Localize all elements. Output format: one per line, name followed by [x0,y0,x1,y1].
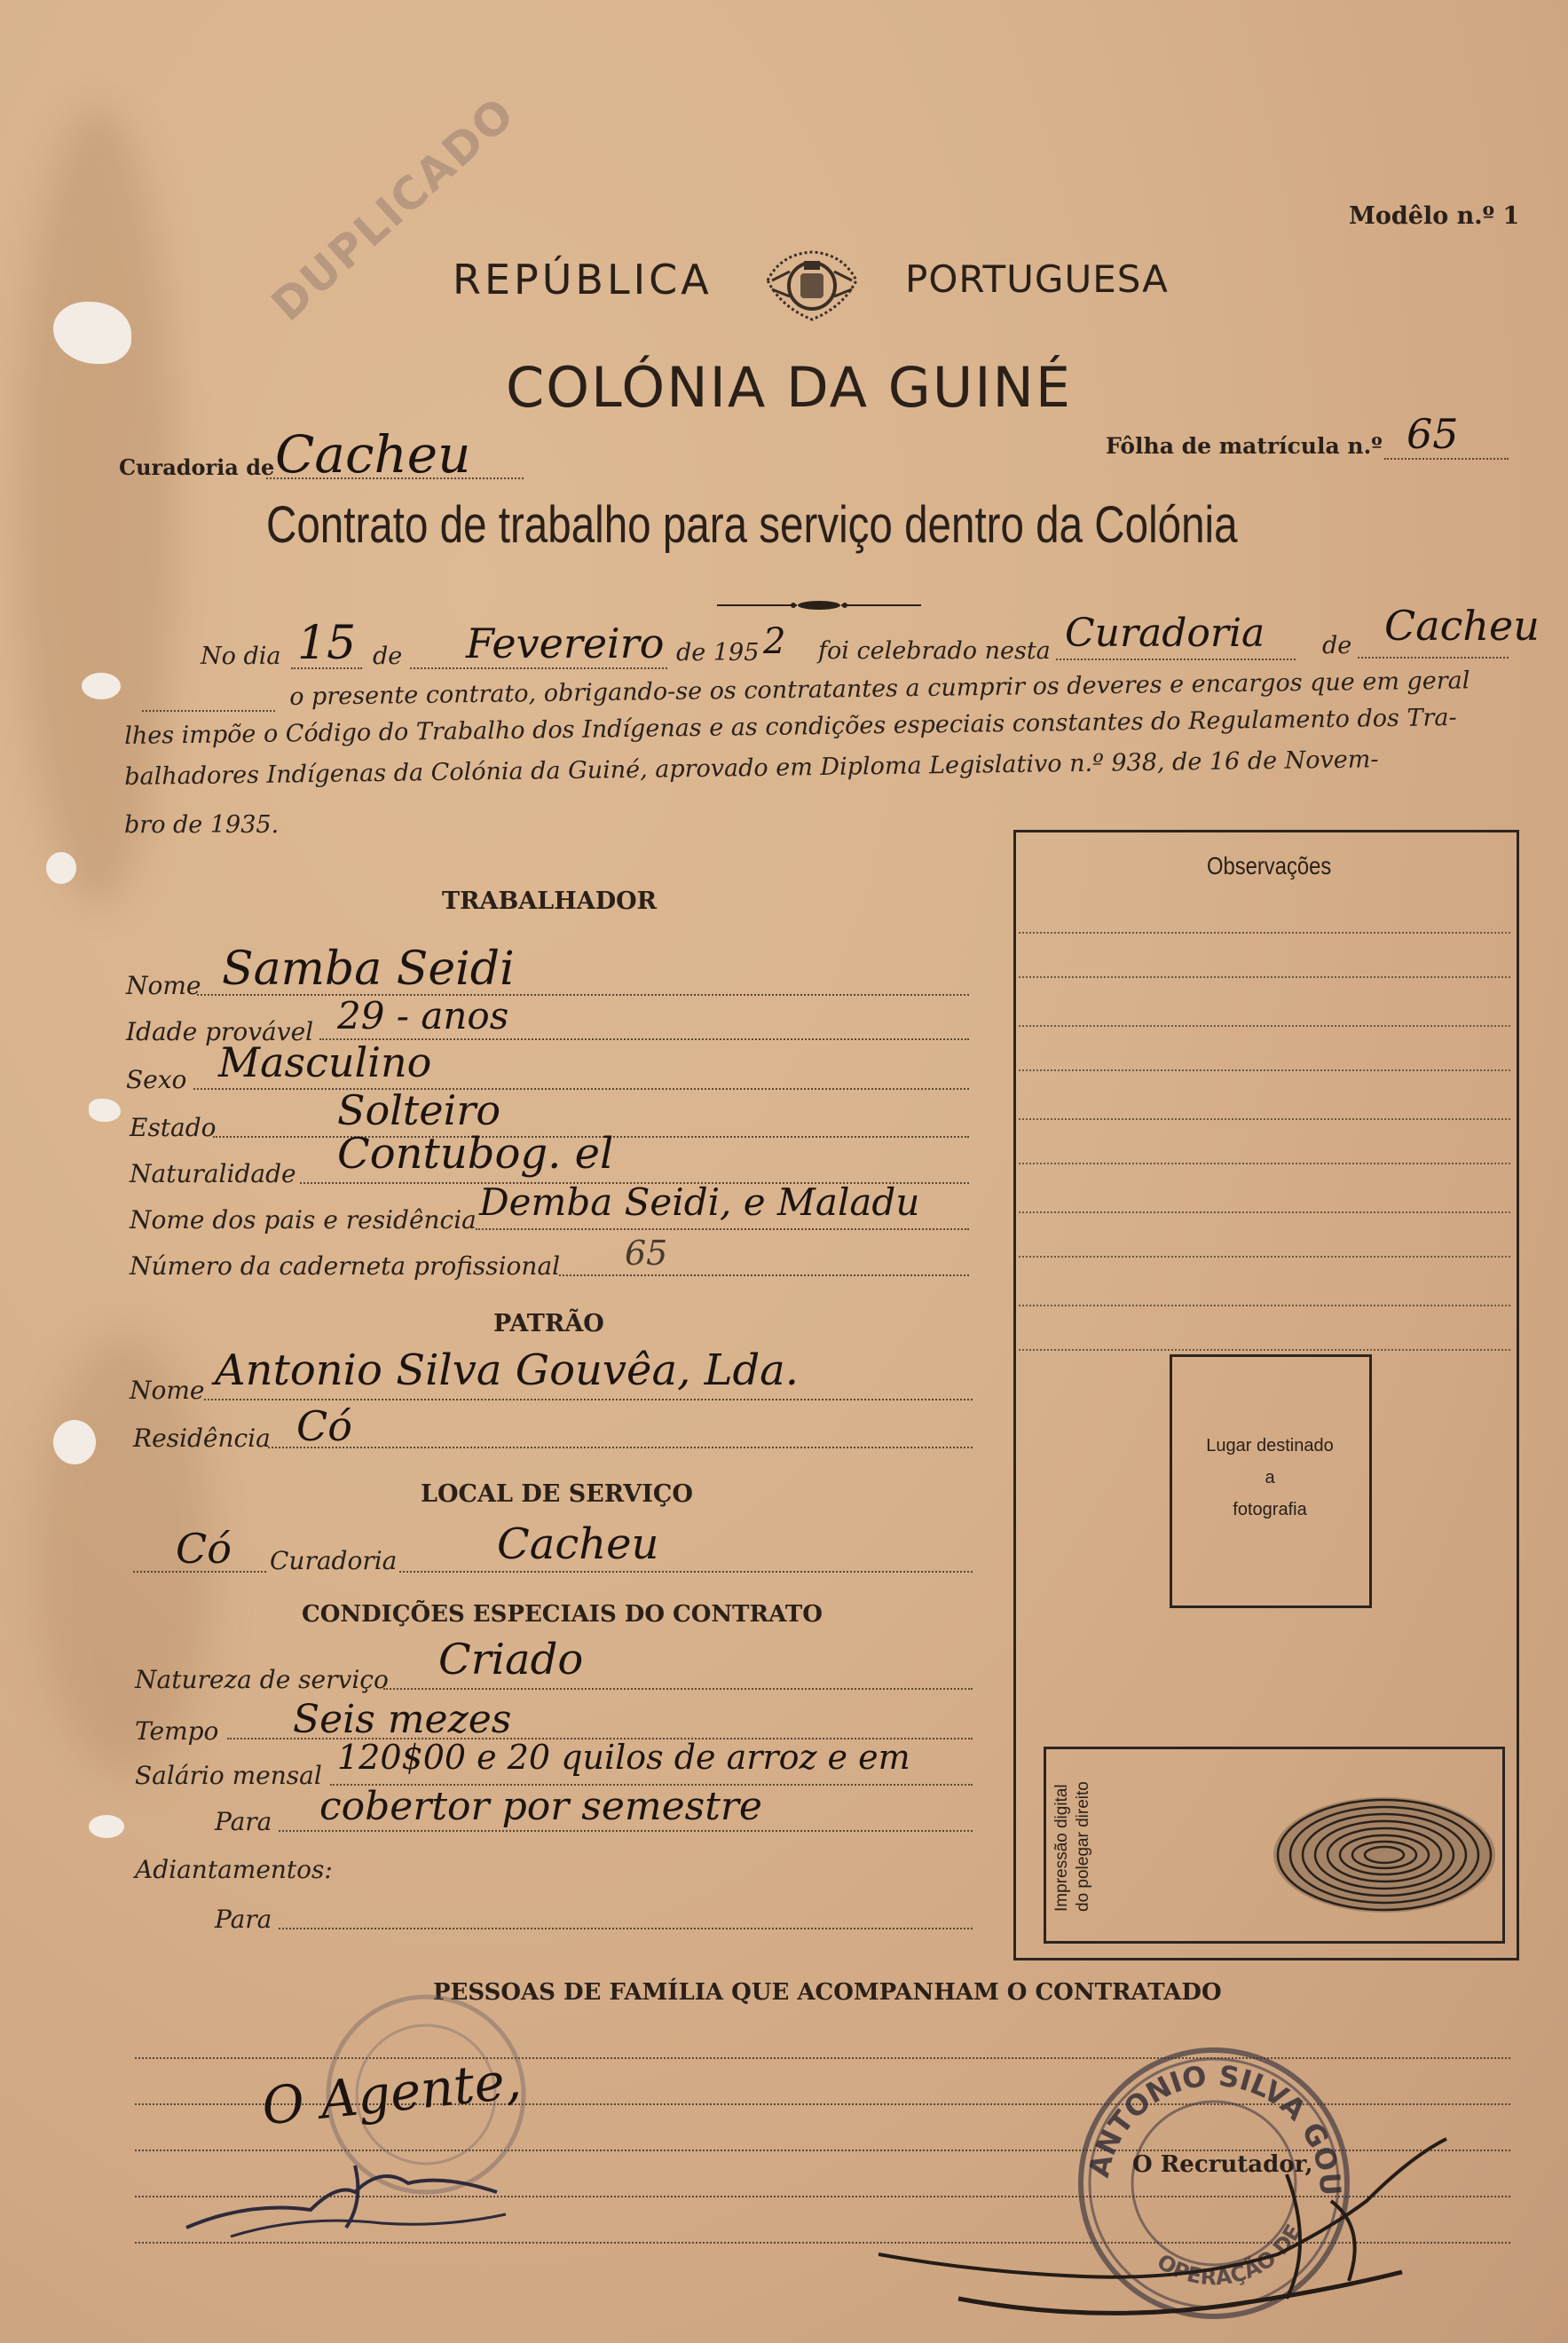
employer-residence-value: Có [296,1402,352,1450]
observations-line [1019,1305,1510,1306]
local-handwritten: Curadoria [1065,611,1265,656]
worker-sex-label: Sexo [126,1065,187,1094]
worker-booklet-value: 65 [625,1234,668,1273]
preamble-celebrado: foi celebrado nesta [818,637,1051,665]
preamble-no-dia: No dia [201,643,281,670]
photo-label-line2: a [1265,1468,1275,1487]
trabalhador-heading: TRABALHADOR [442,888,658,915]
advances-label: Adiantamentos: [135,1855,333,1884]
worker-birthplace-value: Contubog. el [337,1129,614,1179]
worker-booklet-label: Número da caderneta profissional [130,1251,561,1281]
service-nature-label: Natureza de serviço [135,1665,389,1694]
service-nature-value: Criado [438,1635,584,1684]
observations-line [1019,1069,1510,1071]
employer-name-line [204,1399,973,1400]
worker-parents-value: Demba Seidi, e Maladu [479,1180,920,1224]
preamble-line5: bro de 1935. [124,811,280,839]
condicoes-heading: CONDIÇÕES ESPECIAIS DO CONTRATO [302,1601,823,1628]
service-curadoria-value: Cacheu [497,1519,659,1569]
observations-line [1019,1349,1510,1351]
worker-sex-line [193,1088,969,1090]
employer-residence-line [268,1447,973,1448]
preamble-year: de 195 [676,639,760,667]
punch-hole [46,852,76,884]
local-servico-heading: LOCAL DE SERVIÇO [421,1480,693,1508]
salary-label: Salário mensal [135,1761,322,1790]
service-curadoria-label: Curadoria [270,1546,398,1575]
observations-line [1019,1256,1510,1258]
stamp-bottom-text: OPERAÇÃO DE [1153,2220,1307,2291]
place-handwritten: Cacheu [1384,602,1540,650]
agent-signature-scribble [177,2130,515,2245]
duration-value: Seis mezes [293,1697,512,1742]
service-local-value: Có [176,1525,232,1573]
punch-hole [89,1815,124,1838]
photo-label-line3: fotografia [1233,1500,1307,1519]
worker-name-value: Samba Seidi [222,943,515,996]
observations-line [1019,1025,1510,1027]
observations-line [1019,976,1510,978]
service-nature-line [383,1688,973,1690]
stamp-top-text: ANTONIO SILVA GOU [1082,2058,1348,2197]
republic-right: PORTUGUESA [905,257,1169,301]
worker-parents-line [476,1228,969,1230]
duplicate-stamp: DUPLICADO [262,87,525,332]
employer-name-label: Nome [130,1376,205,1405]
curadoria-label: Curadoria de [119,454,275,480]
service-curadoria-line [399,1571,973,1573]
curadoria-handwritten: Cacheu [275,424,471,485]
para2-line [279,1928,973,1929]
duration-label: Tempo [135,1716,219,1746]
title-ornament [717,598,921,612]
coat-of-arms-icon [763,245,861,325]
preamble-de1: de [373,643,403,670]
thumbprint-icon [1242,1784,1509,1926]
para2-label: Para [215,1905,272,1934]
folha-dotted-line [1384,458,1509,460]
patrao-heading: PATRÃO [493,1310,604,1337]
worker-state-value: Solteiro [337,1086,501,1134]
preamble-de2: de [1322,632,1352,659]
worker-booklet-line [559,1274,969,1276]
para1-label: Para [215,1807,272,1836]
punch-hole [82,673,121,699]
colony-heading: COLÓNIA DA GUINÉ [506,355,1073,420]
preamble-line3: lhes impõe o Código do Trabalho dos Indígenas e as condições especiais constantes do Regulamento dos Tra- [124,704,1457,750]
agent-signature-label: O Agente, [259,2049,524,2137]
photo-label-line1: Lugar destinado [1206,1436,1334,1456]
worker-age-value: 29 - anos [337,994,509,1037]
recruiter-label: O Recrutador, [1132,2151,1313,2178]
worker-name-label: Nome [126,971,201,1000]
place-dotted-line [1358,657,1509,659]
thumbprint-label-line2: do polegar direito [1074,1781,1092,1912]
preamble-line2: o presente contrato, obrigando-se os contratantes a cumprir os deveres e encargos que em geral [289,667,1470,711]
para1-line [279,1830,973,1832]
observations-line [1019,932,1510,934]
worker-parents-label: Nome dos pais e residência [130,1205,477,1235]
employer-name-value: Antonio Silva Gouvêa, Lda. [215,1345,800,1395]
day-handwritten: 15 [297,617,357,670]
para1-value: cobertor por semestre [319,1784,762,1829]
worker-birthplace-label: Naturalidade [130,1159,296,1188]
worker-age-label: Idade provável [126,1017,314,1046]
family-heading: PESSOAS DE FAMÍLIA QUE ACOMPANHAM O CONTRATADO [433,1979,1222,2006]
salary-value: 120$00 e 20 quilos de arroz e em [337,1738,910,1777]
worker-state-label: Estado [130,1113,217,1142]
model-label: Modêlo n.º 1 [1349,202,1520,230]
thumbprint-label-line1: Impressão digital [1052,1784,1071,1912]
observations-line [1019,1118,1510,1120]
folha-label: Fôlha de matrícula n.º [1106,433,1383,459]
month-dotted-line [410,667,667,669]
republic-left: REPÚBLICA [453,256,713,304]
worker-sex-value: Masculino [218,1038,432,1086]
preamble-line4: balhadores Indígenas da Colónia da Guiné, aprovado em Diploma Legislativo n.º 938, de 16 de Novem- [124,746,1379,791]
month-handwritten: Fevereiro [466,619,665,667]
year-handwritten: 2 [763,621,786,662]
observations-label: Observações [1207,852,1332,880]
contract-title: Contrato de trabalho para serviço dentro da Colónia [266,496,1238,554]
employer-residence-label: Residência [133,1424,271,1453]
preamble-continuation-line [142,710,275,712]
punch-hole [53,1420,96,1464]
punch-hole [89,1099,121,1122]
recruiter-signature-scribble [870,2121,1491,2334]
observations-line [1019,1211,1510,1213]
local-dotted-line [1056,659,1296,660]
folha-handwritten: 65 [1406,410,1459,458]
observations-line [1019,1163,1510,1164]
